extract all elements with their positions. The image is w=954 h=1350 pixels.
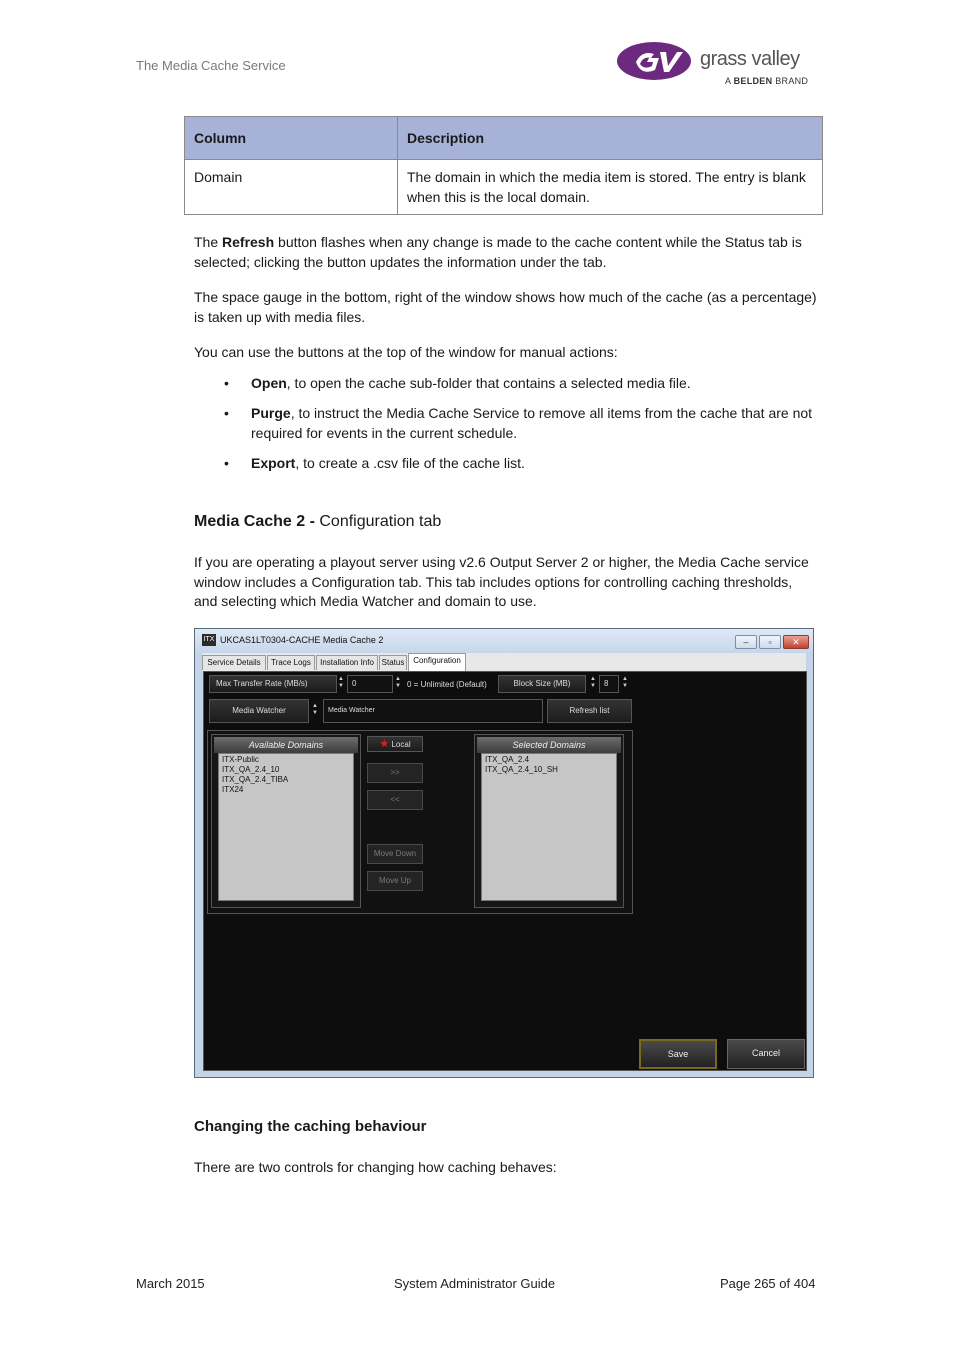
buttons-intro-paragraph: You can use the buttons at the top of the window for manual actions:: [194, 344, 618, 360]
available-domains-box: [211, 734, 361, 908]
media-watcher-label: Media Watcher: [209, 699, 309, 723]
local-button[interactable]: ★ Local: [367, 736, 423, 752]
available-domains-title: Available Domains: [214, 737, 358, 753]
subheading: Changing the caching behaviour: [194, 1118, 427, 1135]
unlimited-note: 0 = Unlimited (Default): [407, 680, 487, 689]
columns-table: [184, 116, 823, 215]
tab-status[interactable]: Status: [379, 655, 407, 670]
minimize-icon[interactable]: –: [735, 635, 757, 649]
spinner-icon[interactable]: ▲ ▼: [312, 703, 318, 716]
cancel-button[interactable]: Cancel: [727, 1039, 805, 1069]
bullet-icon: •: [224, 455, 229, 471]
close-icon[interactable]: ✕: [783, 635, 809, 649]
selected-domains-title: Selected Domains: [477, 737, 621, 753]
gauge-paragraph: The space gauge in the bottom, right of the window shows how much of the cache (as a percentage) is taken up with media files.: [194, 289, 817, 325]
grass-valley-logo: [616, 38, 816, 90]
table-header-row: [185, 117, 823, 160]
bullet-icon: •: [224, 375, 229, 391]
media-cache-window: [194, 628, 814, 1078]
list-item[interactable]: ITX_QA_2.4_10: [222, 765, 280, 774]
bullet-icon: •: [224, 405, 229, 421]
block-size-field[interactable]: 8: [599, 675, 619, 693]
add-domain-button[interactable]: >>: [367, 763, 423, 783]
footer-title: System Administrator Guide: [394, 1276, 556, 1291]
window-title: UKCAS1LT0304-CACHE Media Cache 2: [220, 635, 384, 645]
refresh-list-button[interactable]: Refresh list: [547, 699, 632, 723]
list-item[interactable]: ITX_QA_2.4: [485, 755, 530, 764]
restore-icon[interactable]: ▫: [759, 635, 781, 649]
remove-domain-button[interactable]: <<: [367, 790, 423, 810]
footer-page-number: Page 265 of 404: [720, 1276, 816, 1291]
selected-domains-box: [474, 734, 624, 908]
available-domains-list[interactable]: [218, 753, 354, 901]
media-watcher-field[interactable]: Media Watcher: [323, 699, 543, 723]
spinner-icon[interactable]: ▲ ▼: [338, 676, 344, 689]
spinner-icon[interactable]: ▲ ▼: [590, 676, 596, 689]
configuration-pane: [203, 671, 807, 1071]
table-header-cell: Description: [398, 117, 823, 160]
window-titlebar: [195, 629, 813, 653]
tab-strip: [202, 653, 806, 671]
app-icon: ITX: [202, 634, 216, 646]
table-cell: Domain: [185, 160, 398, 215]
logo-wordmark: grass valley: [700, 48, 800, 70]
closing-paragraph: There are two controls for changing how caching behaves:: [194, 1159, 557, 1175]
logo-tagline: A BELDEN BRAND: [725, 76, 809, 86]
tab-installation-info[interactable]: Installation Info: [316, 655, 378, 670]
list-item[interactable]: ITX_QA_2.4_10_SH: [485, 765, 558, 774]
save-button[interactable]: Save: [639, 1039, 717, 1069]
tab-service-details[interactable]: Service Details: [202, 655, 266, 670]
list-item[interactable]: ITX-Public: [222, 755, 259, 764]
list-item[interactable]: ITX_QA_2.4_TIBA: [222, 775, 289, 784]
running-header: The Media Cache Service: [136, 58, 286, 73]
refresh-paragraph: The Refresh button flashes when any change is made to the cache content while the Status tab is selected; clicking the button updates the information under the tab.: [194, 234, 802, 270]
section-heading: Media Cache 2 - Configuration tab: [194, 513, 442, 530]
move-up-button[interactable]: Move Up: [367, 871, 423, 891]
move-down-button[interactable]: Move Down: [367, 844, 423, 864]
spinner-icon[interactable]: ▲ ▼: [622, 676, 628, 689]
table-header-cell: Column: [185, 117, 398, 160]
block-size-label: Block Size (MB): [498, 675, 586, 693]
table-row: [185, 160, 823, 215]
config-intro-paragraph: If you are operating a playout server using v2.6 Output Server 2 or higher, the Media Cache service window includes a Configuration tab. This tab includes options for controlling caching thresholds, and selecting which Media Watcher and domain to use.: [194, 554, 809, 609]
max-transfer-field[interactable]: 0: [347, 675, 393, 693]
gv-logo-icon: [616, 38, 696, 84]
tab-configuration[interactable]: Configuration: [408, 653, 466, 671]
footer-date: March 2015: [136, 1276, 205, 1291]
max-transfer-label: Max Transfer Rate (MB/s): [209, 675, 337, 693]
list-item[interactable]: ITX24: [222, 785, 244, 794]
tab-trace-logs[interactable]: Trace Logs: [267, 655, 315, 670]
selected-domains-list[interactable]: [481, 753, 617, 901]
table-cell: The domain in which the media item is stored. The entry is blank when this is the local domain.: [398, 160, 823, 215]
spinner-icon[interactable]: ▲ ▼: [395, 676, 401, 689]
red-star-icon: ★: [379, 738, 390, 750]
